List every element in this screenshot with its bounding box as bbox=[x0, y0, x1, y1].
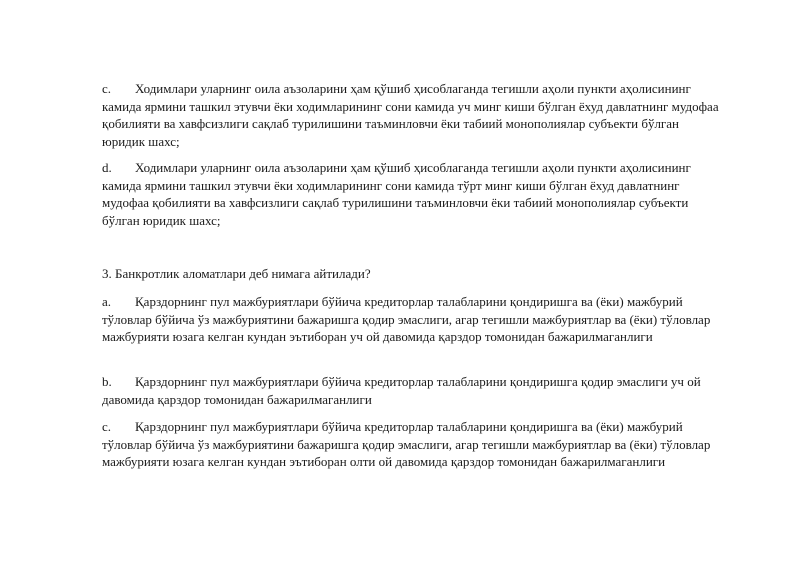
answer-option-a bbox=[102, 293, 722, 346]
option-marker: c. bbox=[102, 419, 112, 434]
answer-option-c bbox=[102, 80, 722, 150]
option-marker: b. bbox=[102, 374, 112, 389]
option-text: Қарздорнинг пул мажбуриятлари бўйича кредиторлар талабларини қондиришга ва (ёки) мажбурий тўловлар бўйича ўз мажбуриятини бажаришга қодир эмаслиги, агар тегишли мажбуриятлар ва (ёки) тўловлар мажбурияти юзага келган кундан эътиборан олти ой давомида қарздор томонидан бажарилмаганлиги bbox=[102, 419, 711, 469]
option-text: Қарздорнинг пул мажбуриятлари бўйича кредиторлар талабларини қондиришга ва (ёки) мажбурий тўловлар бўйича ўз мажбуриятини бажаришга қодир эмаслиги, агар тегишли мажбуриятлар ва (ёки) тўловлар мажбурияти юзага келган кундан эътиборан уч ой давомида қарздор томонидан бажарилмаганлиги bbox=[102, 294, 711, 344]
option-marker: d. bbox=[102, 160, 112, 175]
answer-option-c bbox=[102, 418, 722, 471]
answer-option-d bbox=[102, 159, 722, 229]
option-marker: c. bbox=[102, 81, 112, 96]
question-title: 3. Банкротлик аломатлари деб нимага айтилади? bbox=[102, 266, 371, 281]
answer-option-b bbox=[102, 373, 722, 408]
option-marker: a. bbox=[102, 294, 112, 309]
option-text: Қарздорнинг пул мажбуриятлари бўйича кредиторлар талабларини қондиришга қодир эмаслиги уч ой давомида қарздор томонидан бажарилмаганлиги bbox=[102, 374, 701, 407]
option-text: Ходимлари уларнинг оила аъзоларини ҳам қўшиб ҳисоблаганда тегишли аҳоли пункти аҳолисининг камида ярмини ташкил этувчи ёки ходимларининг сони камида уч минг киши бўлган ёхуд давлатнинг мудофаа қобилияти ва хавфсизлиги сақлаб турилишини таъминловчи ёки табиий монополиялар субъекти бўлган юридик шахс; bbox=[102, 81, 719, 149]
option-text: Ходимлари уларнинг оила аъзоларини ҳам қўшиб ҳисоблаганда тегишли аҳоли пункти аҳолисининг камида ярмини ташкил этувчи ёки ходимларининг сони камида тўрт минг киши бўлган ёхуд давлатнинг мудофаа қобилияти ва хавфсизлиги сақлаб турилишини таъминловчи ёки табиий монополиялар субъекти бўлган юридик шахс; bbox=[102, 160, 691, 228]
